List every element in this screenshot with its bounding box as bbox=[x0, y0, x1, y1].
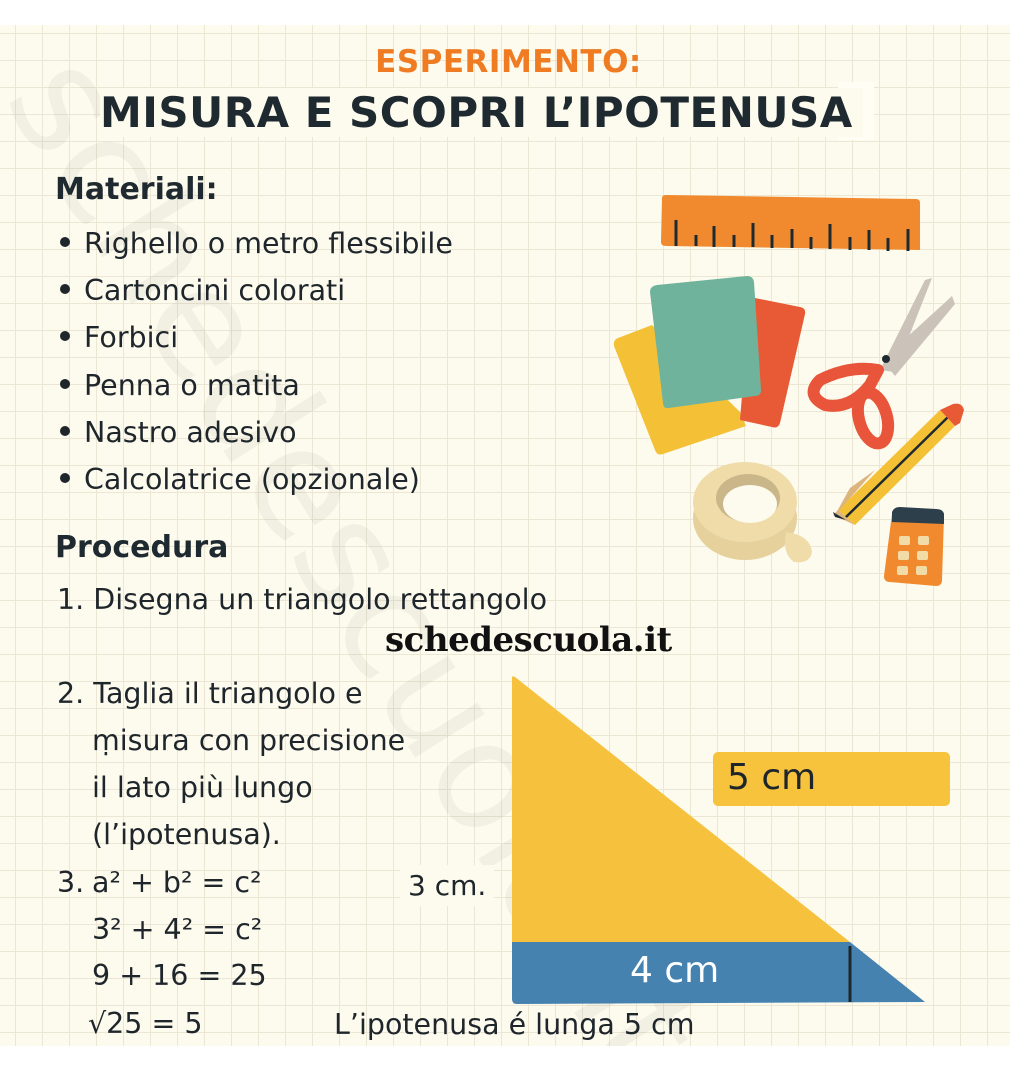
procedure-heading: Procedura bbox=[55, 530, 229, 565]
procedure-step-2-line-3: il lato più lungo bbox=[92, 771, 313, 804]
list-item: Righello o metro flessibile bbox=[56, 220, 453, 267]
procedure-step-2-line-4: (l’ipotenusa). bbox=[92, 818, 281, 851]
formula-line-4: √25 = 5 bbox=[88, 1007, 203, 1040]
list-item: Cartoncini colorati bbox=[56, 267, 453, 314]
list-item: Calcolatrice (opzionale) bbox=[56, 456, 453, 503]
list-item: Forbici bbox=[56, 314, 453, 361]
site-watermark-label: schedescuola.it bbox=[385, 620, 672, 660]
list-item: Penna o matita bbox=[56, 362, 453, 409]
hypotenuse-label-box bbox=[713, 752, 950, 806]
list-item: Nastro adesivo bbox=[56, 409, 453, 456]
eyebrow-label: ESPERIMENTO: bbox=[375, 44, 642, 80]
procedure-step-2-line-1: 2. Taglia il triangolo e bbox=[57, 677, 363, 710]
side-b-label: 4 cm bbox=[630, 950, 720, 991]
procedure-step-1: 1. Disegna un triangolo rettangolo bbox=[57, 583, 548, 616]
formula-line-3: 9 + 16 = 25 bbox=[92, 959, 267, 992]
formula-line-1: a² + b² = c² bbox=[92, 866, 262, 899]
side-a-label: 3 cm. bbox=[400, 865, 494, 906]
triangle-yellow bbox=[512, 676, 850, 942]
materials-heading: Materiali: bbox=[55, 172, 218, 207]
page-title: MISURA E SCOPRI L’IPOTENUSA bbox=[100, 88, 853, 137]
procedure-step-2-line-2: ṃisura con precisione bbox=[92, 724, 406, 757]
hypotenuse-label: 5 cm bbox=[727, 757, 817, 798]
formula-line-2: 3² + 4² = c² bbox=[92, 913, 263, 946]
conclusion-text: L’ipotenusa é lunga 5 cm bbox=[334, 1008, 695, 1041]
procedure-step-3-number: 3. bbox=[57, 866, 85, 899]
